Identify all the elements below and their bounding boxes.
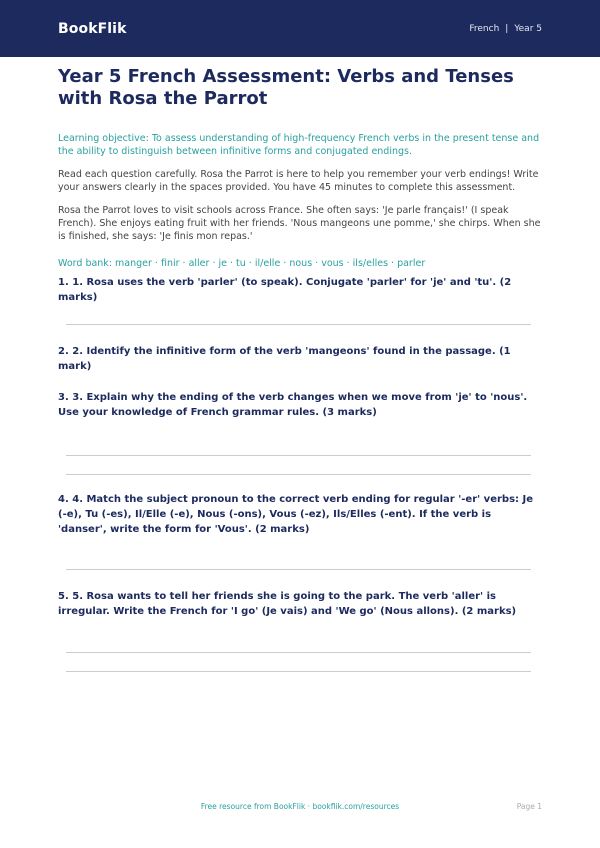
page-title: Year 5 French Assessment: Verbs and Tenses with Rosa the Parrot [58,66,514,109]
question-3: 3. 3. Explain why the ending of the verb changes when we move from 'je' to 'nous'. Use your knowledge of French grammar rules. (3 marks) [58,392,528,418]
answer-line[interactable] [66,671,531,672]
answer-line[interactable] [66,324,531,325]
meta-separator: | [505,23,509,34]
answer-line[interactable] [66,652,531,653]
site-header [0,0,600,57]
answer-line[interactable] [66,474,531,475]
word-bank: Word bank: manger · finir · aller · je · tu · il/elle · nous · vous · ils/elles · parler [58,258,426,269]
page-number: Page 1 [516,802,542,811]
header-meta [469,24,542,34]
intro-section [58,66,542,270]
answer-line[interactable] [66,569,531,570]
year-label: Year 5 [514,23,542,34]
instructions: Read each question carefully. Rosa the Parrot is here to help you remember your verb endings! Write your answers clearly in the spaces provided. You have 45 minutes to complete this assessment. [58,169,539,193]
question-5: 5. 5. Rosa wants to tell her friends she is going to the park. The verb 'aller' is irregular. Write the French for 'I go' (Je vais) and 'We go' (Nous allons). (2 marks) [58,591,517,617]
question-4: 4. 4. Match the subject pronoun to the correct verb ending for regular '-er' verbs: Je (-e), Tu (-es), Il/Elle (-e), Nous (-ons), Vous (-ez), Ils/Elles (-ent). If the verb is 'danser', write the form for 'Vous'. (2 marks) [58,494,533,535]
question-2: 2. 2. Identify the infinitive form of the verb 'mangeons' found in the passage. (1 mark) [58,346,511,372]
reading-passage: Rosa the Parrot loves to visit schools across France. She often says: 'Je parle français!' (I speak French). She enjoys eating fruit with her friends. 'Nous mangeons une pomme,' she chirps. When she is finished, she says: 'Je finis mon repas.' [58,205,541,242]
learning-objective: Learning objective: To assess understanding of high-frequency French verbs in the present tense and the ability to distinguish between infinitive forms and conjugated endings. [58,133,540,157]
subject-label: French [469,23,500,34]
question-1: 1. 1. Rosa uses the verb 'parler' (to speak). Conjugate 'parler' for 'je' and 'tu'. (2 marks) [58,277,512,303]
brand-logo[interactable]: BookFlik [58,20,127,37]
footer-credit[interactable]: Free resource from BookFlik · bookflik.com/resources [200,802,400,811]
answer-line[interactable] [66,455,531,456]
